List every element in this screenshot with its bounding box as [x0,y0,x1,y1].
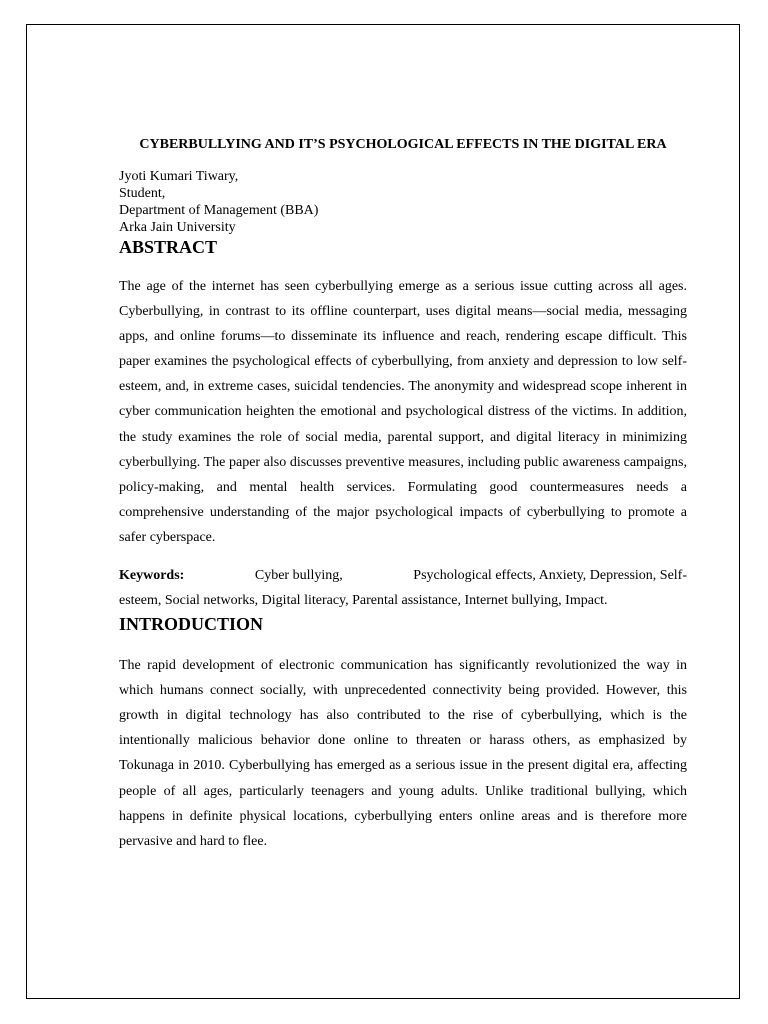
keywords-label: Keywords: [119,568,185,584]
author-department: Department of Management (BBA) [119,203,319,218]
abstract-heading: ABSTRACT [119,237,218,257]
keywords-rest: esteem, Social networks, Digital literacy, Parental assistance, Internet bullying, Impact. [119,593,608,609]
author-university: Arka Jain University [119,220,236,235]
abstract-text: The age of the internet has seen cyberbullying emerge as a serious issue cutting across all ages. Cyberbullying, in contrast to its offline counterpart, uses digital means—social media, messaging apps, and online forums—to disseminate its influence and reach, rendering escape difficult. This paper examines the psychological effects of cyberbullying, from anxiety and depression to low self-esteem, and, in extreme cases, suicidal tendencies. The anonymity and widespread scope inherent in cyber communication heighten the emotional and psychological distress of the victims. In addition, the study examines the role of social media, parental support, and digital literacy in minimizing cyberbullying. The paper also discusses preventive measures, including public awareness campaigns, policy-making, and mental health services. Formulating good countermeasures needs a comprehensive understanding of the major psychological impacts of cyberbullying to promote a safer cyberspace. [119,279,687,545]
author-name: Jyoti Kumari Tiwary, [119,169,239,184]
keywords-block [119,563,687,613]
introduction-heading: INTRODUCTION [119,614,264,635]
paper-content [119,136,687,854]
paper-title: CYBERBULLYING AND IT’S PSYCHOLOGICAL EFFECTS IN THE DIGITAL ERA [139,137,667,152]
author-role: Student, [119,186,166,201]
introduction-text: The rapid development of electronic communication has significantly revolutionized the way in which humans connect socially, with unprecedented connectivity being provided. However, this growth in digital technology has also contributed to the rise of cyberbullying, which is the intentionally malicious behavior done online to threaten or harass others, as emphasized by Tokunaga in 2010. Cyberbullying has emerged as a serious issue in the present digital era, affecting people of all ages, particularly teenagers and young adults. Unlike traditional bullying, which happens in definite physical locations, cyberbullying enters online areas and is therefore more pervasive and hard to flee. [119,658,687,849]
keywords-line [119,563,687,588]
author-block [119,168,687,236]
keywords-first: Cyber bullying, [254,568,343,584]
keywords-second: Psychological effects, Anxiety, Depression, Self- [413,568,687,584]
